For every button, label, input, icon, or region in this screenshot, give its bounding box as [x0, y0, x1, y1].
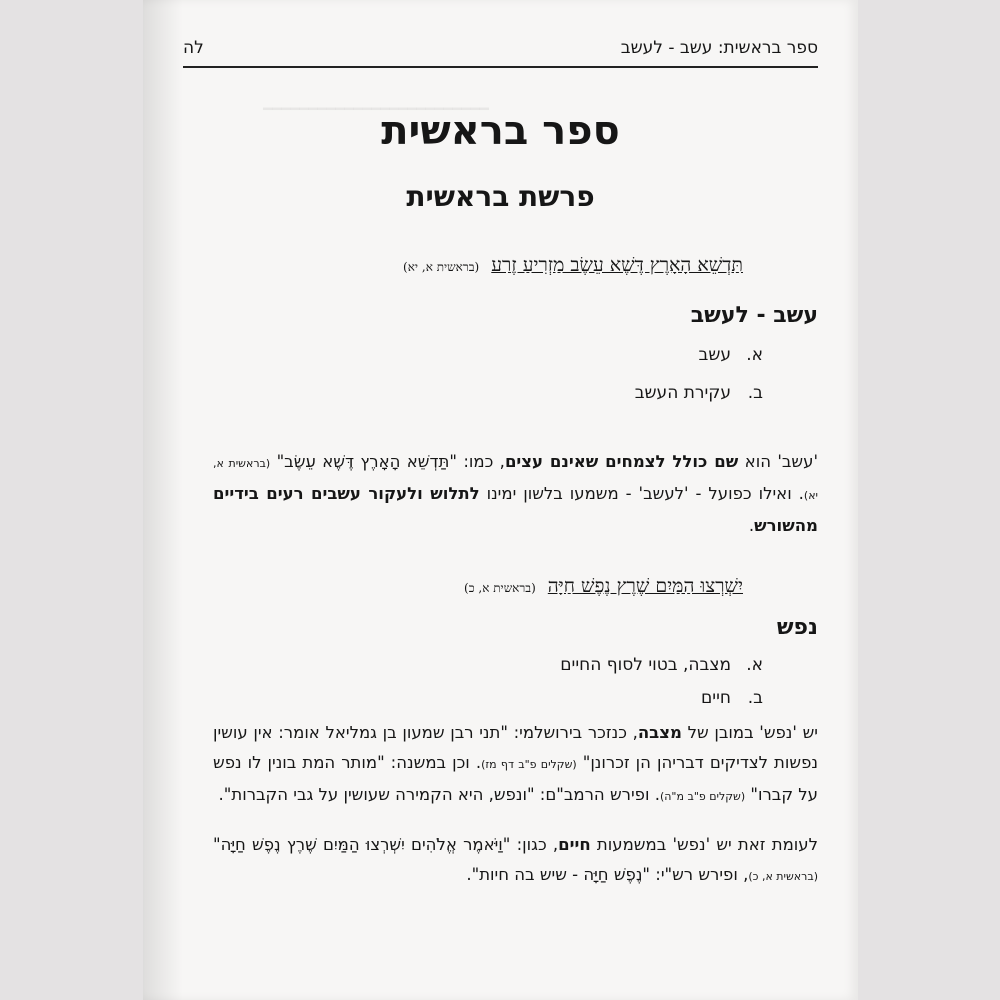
paragraph-bold: חיים [558, 835, 591, 854]
sense-item [698, 345, 763, 365]
paragraph-bold: לתלוש ולעקור עשבים רעים בידיים מהשורש [213, 484, 818, 535]
sense-item [701, 688, 763, 708]
bleed-through-text: ━━━━━━━━━━━━━━━━━━━━━━━━━ [263, 100, 489, 118]
paragraph-bold: מצבה [637, 723, 682, 742]
running-head-title: ספר בראשית: עשב - לעשב [620, 38, 818, 58]
paragraph-text: יש 'נפש' במובן של [681, 723, 818, 742]
sense-letter: ב. [747, 688, 763, 708]
paragraph-text: לעומת זאת יש 'נפש' במשמעות [590, 835, 818, 854]
page-number: לה [183, 38, 204, 58]
verse-quote [464, 575, 743, 598]
verse-reference: (בראשית א, יא) [403, 260, 480, 274]
source-reference: (שקלים פ"ב מ"ה) [659, 790, 746, 803]
sense-letter: א. [746, 345, 763, 365]
sense-item [635, 383, 763, 403]
source-reference: (בראשית א, כ) [748, 870, 818, 883]
paragraph-text: , ופירש רש"י: "נֶפֶשׁ חַיָּה - שיש בה חיות". [466, 865, 749, 884]
verse-text: יִשְׁרְצוּ הַמַּיִם שֶׁרֶץ נֶפֶשׁ חַיָּה [547, 575, 743, 597]
paragraph-text: , כנזכר בירושלמי: "תני רבן שמעון בן גמליאל אומר: אין עושין נפשות לצדיקים דבריהן הן זכרונן" [213, 723, 818, 772]
source-reference: (בראשית א, יא) [213, 457, 819, 502]
book-title: ספר בראשית [381, 108, 620, 154]
verse-quote [403, 254, 743, 277]
sense-text: חיים [701, 688, 731, 708]
sense-text: מצבה, בטוי לסוף החיים [560, 655, 731, 675]
entry-paragraph [213, 830, 818, 892]
running-head [183, 38, 818, 64]
book-page [143, 0, 858, 1000]
entry-paragraph [213, 718, 818, 812]
verse-text: תַּדְשֵׁא הָאָרֶץ דֶּשֶׁא עֵשֶׂב מַזְרִיעַ זֶרַע [491, 254, 743, 276]
sense-text: עקירת העשב [634, 383, 731, 403]
sense-letter: ב. [747, 383, 763, 403]
paragraph-text: . [748, 516, 755, 535]
entry-paragraph [213, 447, 818, 541]
entry-heading: עשב - לעשב [690, 303, 818, 328]
paragraph-bold: שם כולל לצמחים שאינם עצים [504, 452, 739, 471]
sense-letter: א. [746, 655, 763, 675]
paragraph-text: , כגון: "וַיֹּאמֶר אֱלֹהִים יִשְׁרְצוּ הַמַּיִם שֶׁרֶץ נֶפֶשׁ חַיָּה" [213, 835, 559, 854]
paragraph-text: . ופירש הרמב"ם: "ונפש, היא הקמירה שעושין על גבי הקברות". [218, 785, 660, 804]
paragraph-text: . וכן במשנה: "מותר המת בונין לו נפש על קברו" [213, 753, 818, 804]
header-rule [183, 66, 818, 68]
paragraph-text: . ואילו כפועל - 'לעשב' - משמעו בלשון ימינו [479, 484, 804, 503]
paragraph-text: , כמו: "תַּדְשֵׁא הָאָרֶץ דֶּשֶׁא עֵשֶׂב" [270, 452, 505, 471]
source-reference: (שקלים פ"ב דף מז) [481, 758, 577, 771]
paragraph-text: 'עשב' הוא [738, 452, 818, 471]
parsha-title: פרשת בראשית [406, 180, 595, 213]
sense-item [560, 655, 763, 675]
verse-reference: (בראשית א, כ) [464, 581, 536, 595]
sense-text: עשב [698, 345, 731, 365]
entry-heading: נפש [776, 615, 818, 640]
